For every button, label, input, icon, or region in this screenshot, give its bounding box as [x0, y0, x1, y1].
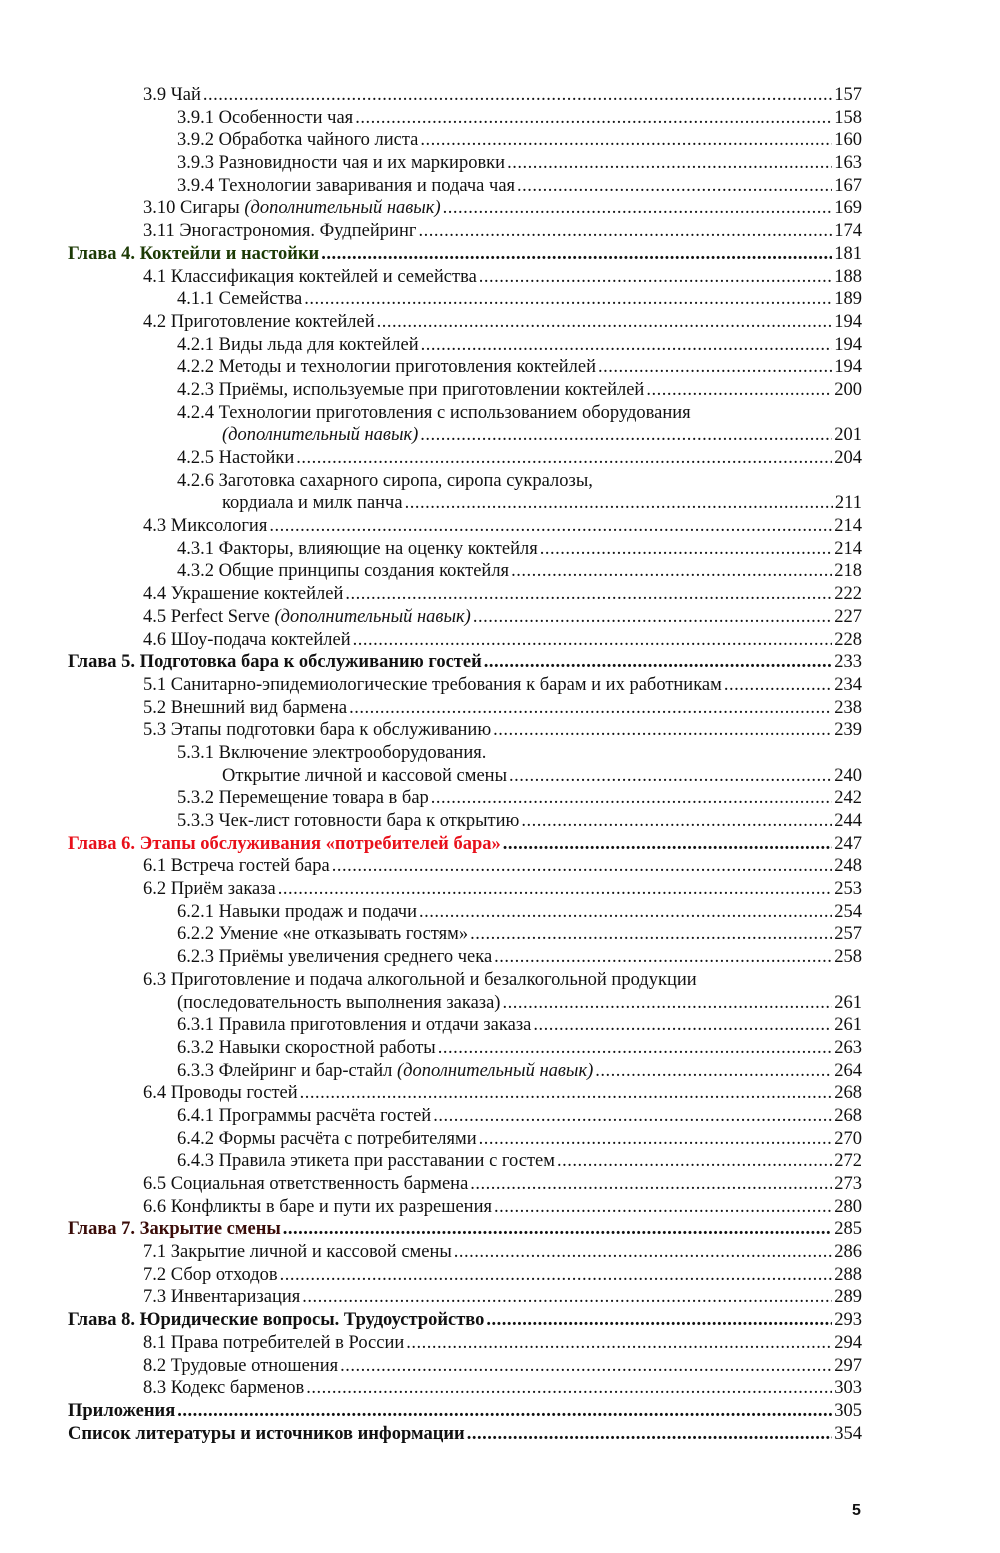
- entry-title: [143, 629, 351, 652]
- dot-leader: [473, 606, 832, 629]
- page-ref: 169: [834, 198, 862, 219]
- entry-title: [177, 810, 519, 833]
- dot-leader: [502, 992, 832, 1015]
- entry-title: [143, 969, 697, 992]
- entry-text: 4.2.2 Методы и технологии приготовления коктейлей: [177, 357, 597, 378]
- page-ref: 160: [834, 130, 862, 151]
- entry-text: 4.2 Приготовление коктейлей: [143, 311, 375, 332]
- dot-leader: [304, 288, 832, 311]
- toc-chapter: [68, 651, 862, 674]
- page-ref: 233: [834, 652, 862, 673]
- toc-entry: [68, 992, 862, 1015]
- entry-text: Глава 8. Юридические вопросы. Трудоустройство: [68, 1310, 485, 1331]
- entry-title: [177, 107, 353, 130]
- toc-entry: [68, 175, 862, 198]
- entry-text: 3.9.3 Разновидности чая и их маркировки: [177, 153, 506, 174]
- page-ref: 285: [834, 1219, 862, 1240]
- toc-entry: [68, 787, 862, 810]
- page-ref: 240: [834, 765, 862, 786]
- page-ref: 263: [834, 1037, 862, 1058]
- toc-entry: [68, 606, 862, 629]
- entry-title: [143, 515, 267, 538]
- page-ref: 354: [834, 1423, 862, 1444]
- entry-text: 5.2 Внешний вид бармена: [143, 697, 348, 718]
- dot-leader: [509, 765, 832, 788]
- page-ref: 257: [834, 924, 862, 945]
- entry-title: [177, 356, 596, 379]
- toc-entry: [68, 220, 862, 243]
- entry-title: [177, 1037, 436, 1060]
- entry-text: 6.3.1 Правила приготовления и отдачи заказа: [177, 1015, 532, 1036]
- entry-title: [177, 402, 691, 425]
- dot-leader: [479, 266, 832, 289]
- entry-text: 5.3 Этапы подготовки бара к обслуживанию: [143, 720, 492, 741]
- toc-entry: [68, 197, 862, 220]
- page-ref: 248: [834, 856, 862, 877]
- page-ref: 242: [834, 788, 862, 809]
- dot-leader: [406, 1332, 832, 1355]
- entry-text: 6.2 Приём заказа: [143, 879, 276, 900]
- dot-leader: [280, 1264, 833, 1287]
- entry-title: [68, 243, 319, 266]
- toc-chapter: [68, 1218, 862, 1241]
- page-ref: 181: [834, 243, 862, 264]
- dot-leader: [646, 379, 832, 402]
- entry-text: Глава 5. Подготовка бара к обслуживанию гостей: [68, 652, 482, 673]
- entry-note: (дополнительный навык): [222, 425, 419, 446]
- page-ref: 211: [834, 493, 862, 514]
- page-ref: 294: [834, 1332, 862, 1353]
- entry-title: [68, 1309, 484, 1332]
- page-ref: 227: [834, 606, 862, 627]
- entry-title: [177, 152, 505, 175]
- page-ref: 201: [834, 425, 862, 446]
- toc-entry: [68, 1196, 862, 1219]
- dot-leader: [479, 1128, 833, 1151]
- entry-text: 7.2 Сбор отходов: [143, 1264, 278, 1285]
- toc-entry: [68, 765, 862, 788]
- entry-title: [177, 334, 419, 357]
- dot-leader: [431, 787, 832, 810]
- page-ref: 188: [834, 266, 862, 287]
- toc-entry: [68, 1173, 862, 1196]
- entry-text: Приложения: [68, 1400, 176, 1421]
- page-ref: 158: [834, 107, 862, 128]
- page-ref: 228: [834, 629, 862, 650]
- toc-entry: [68, 583, 862, 606]
- entry-text: Глава 6. Этапы обслуживания «потребителей бара»: [68, 833, 501, 854]
- entry-text: 7.3 Инвентаризация: [143, 1287, 301, 1308]
- page-ref: 247: [834, 833, 862, 854]
- toc-entry: [68, 492, 862, 515]
- entry-text: 4.3.2 Общие принципы создания коктейля: [177, 561, 510, 582]
- toc-chapter: [68, 1400, 862, 1423]
- entry-title: [177, 992, 500, 1015]
- toc-entry: [68, 107, 862, 130]
- entry-title: [177, 901, 417, 924]
- entry-title: [143, 197, 441, 220]
- page-ref: 268: [834, 1083, 862, 1104]
- entry-note: (дополнительный навык): [396, 1060, 594, 1081]
- entry-title: [143, 1355, 338, 1378]
- entry-text: 4.4 Украшение коктейлей: [143, 584, 344, 605]
- entry-text: 4.2.4 Технологии приготовления с использованием оборудования: [177, 402, 691, 423]
- toc-chapter: [68, 1309, 862, 1332]
- toc-entry: [68, 1037, 862, 1060]
- entry-text: Открытие личной и кассовой смены: [222, 765, 508, 786]
- page-ref: 194: [834, 311, 862, 332]
- toc-entry: [68, 1355, 862, 1378]
- entry-title: [143, 1377, 304, 1400]
- entry-title: [143, 583, 343, 606]
- entry-text: 6.1 Встреча гостей бара: [143, 856, 330, 877]
- toc-entry: [68, 84, 862, 107]
- entry-title: [222, 765, 507, 788]
- dot-leader: [340, 1355, 832, 1378]
- entry-text: 4.2.1 Виды льда для коктейлей: [177, 334, 419, 355]
- entry-text: 4.3.1 Факторы, влияющие на оценку коктейля: [177, 538, 538, 559]
- dot-leader: [353, 629, 833, 652]
- toc-entry: [68, 560, 862, 583]
- page-ref: 200: [834, 379, 862, 400]
- toc-entry: [68, 1264, 862, 1287]
- toc-entry: [68, 629, 862, 652]
- dot-leader: [421, 334, 833, 357]
- page-ref: 305: [834, 1400, 862, 1421]
- page-ref: 174: [834, 221, 862, 242]
- entry-text: 6.3 Приготовление и подача алкогольной и безалкогольной продукции: [143, 969, 697, 990]
- toc-entry: [68, 538, 862, 561]
- toc-entry: [68, 878, 862, 901]
- page-ref: 239: [834, 720, 862, 741]
- dot-leader: [302, 1286, 832, 1309]
- dot-leader: [419, 901, 832, 924]
- entry-title: [177, 742, 486, 765]
- entry-text: 3.9.1 Особенности чая: [177, 107, 354, 128]
- entry-text: 4.3 Миксология: [143, 516, 268, 537]
- entry-note: (дополнительный навык): [274, 606, 471, 627]
- page-ref: 214: [834, 516, 862, 537]
- toc-entry: [68, 152, 862, 175]
- entry-title: [143, 878, 276, 901]
- entry-title: [222, 492, 403, 515]
- entry-text: 6.4.2 Формы расчёта с потребителями: [177, 1128, 477, 1149]
- entry-title: [143, 1196, 492, 1219]
- dot-leader: [493, 719, 832, 742]
- toc-entry: [68, 969, 862, 992]
- entry-text: Глава 4. Коктейли и настойки: [68, 243, 320, 264]
- entry-title: [143, 1173, 468, 1196]
- toc-entry: [68, 129, 862, 152]
- entry-text: 8.1 Права потребителей в России: [143, 1332, 405, 1353]
- page-ref: 273: [834, 1174, 862, 1194]
- toc-entry: [68, 379, 862, 402]
- dot-leader: [533, 1014, 832, 1037]
- dot-leader: [278, 878, 832, 901]
- dot-leader: [321, 243, 832, 266]
- page-ref: 270: [834, 1128, 862, 1149]
- entry-title: [143, 606, 471, 629]
- entry-text: 6.4.3 Правила этикета при расставании с гостем: [177, 1151, 555, 1172]
- page-ref: 253: [834, 879, 862, 900]
- dot-leader: [467, 1423, 833, 1446]
- entry-title: [143, 1332, 404, 1355]
- entry-title: [177, 129, 418, 152]
- entry-text: 6.4.1 Программы расчёта гостей: [177, 1105, 432, 1126]
- dot-leader: [345, 583, 832, 606]
- entry-title: [177, 1150, 555, 1173]
- entry-title: [177, 447, 294, 470]
- toc-entry: [68, 1105, 862, 1128]
- page-ref: 194: [834, 334, 862, 355]
- entry-text: 5.1 Санитарно-эпидемиологические требования к барам и их работникам: [143, 674, 722, 695]
- page-ref: 293: [834, 1310, 862, 1331]
- toc-chapter: [68, 1423, 862, 1446]
- entry-text: 4.5 Perfect Serve: [143, 606, 275, 627]
- page-ref: 280: [834, 1196, 862, 1217]
- entry-title: [177, 379, 644, 402]
- dot-leader: [521, 810, 832, 833]
- dot-leader: [296, 447, 832, 470]
- entry-title: [143, 1264, 278, 1287]
- entry-title: [143, 1241, 452, 1264]
- entry-title: [143, 1286, 300, 1309]
- dot-leader: [332, 855, 833, 878]
- toc-entry: [68, 1332, 862, 1355]
- dot-leader: [454, 1241, 832, 1264]
- dot-leader: [177, 1400, 832, 1423]
- toc-chapter: [68, 833, 862, 856]
- page-ref: 218: [834, 561, 862, 582]
- entry-title: [177, 923, 468, 946]
- dot-leader: [503, 833, 833, 856]
- entry-title: [68, 1218, 281, 1241]
- entry-title: [177, 560, 509, 583]
- entry-text: 4.1 Классификация коктейлей и семейства: [143, 266, 477, 287]
- entry-text: 6.5 Социальная ответственность бармена: [143, 1174, 469, 1194]
- toc-entry: [68, 810, 862, 833]
- toc-entry: [68, 266, 862, 289]
- entry-title: [68, 1400, 175, 1423]
- entry-title: [68, 833, 501, 856]
- toc-entry: [68, 288, 862, 311]
- toc-entry: [68, 1377, 862, 1400]
- page-ref: 189: [834, 289, 862, 310]
- entry-title: [68, 651, 482, 674]
- entry-title: [177, 470, 593, 493]
- entry-text: 8.3 Кодекс барменов: [143, 1378, 305, 1399]
- entry-title: [143, 674, 722, 697]
- dot-leader: [540, 538, 833, 561]
- toc-entry: [68, 1286, 862, 1309]
- dot-leader: [300, 1082, 833, 1105]
- entry-title: [143, 220, 416, 243]
- page-ref: 214: [834, 538, 862, 559]
- dot-leader: [203, 84, 832, 107]
- toc-entry: [68, 742, 862, 765]
- entry-text: 6.3.2 Навыки скоростной работы: [177, 1037, 436, 1058]
- entry-text: 6.3.3 Флейринг и бар-стайл: [177, 1060, 397, 1081]
- dot-leader: [724, 674, 832, 697]
- toc-entry: [68, 901, 862, 924]
- dot-leader: [283, 1218, 832, 1241]
- entry-note: (дополнительный навык): [244, 198, 441, 219]
- entry-text: 3.11 Эногастрономия. Фудпейринг: [143, 221, 417, 242]
- page-ref: 297: [834, 1355, 862, 1376]
- entry-text: 3.9 Чай: [143, 85, 201, 105]
- dot-leader: [306, 1377, 832, 1400]
- entry-text: 6.4 Проводы гостей: [143, 1083, 298, 1104]
- toc-entry: [68, 1128, 862, 1151]
- entry-text: 4.2.6 Заготовка сахарного сиропа, сиропа сукралозы,: [177, 470, 593, 491]
- dot-leader: [470, 1173, 832, 1196]
- toc-entry: [68, 447, 862, 470]
- entry-title: [143, 84, 201, 107]
- entry-title: [143, 719, 491, 742]
- toc-entry: [68, 424, 862, 447]
- entry-text: 5.3.2 Перемещение товара в бар: [177, 788, 429, 809]
- page-ref: 258: [834, 947, 862, 968]
- entry-text: 3.10 Сигары: [143, 198, 245, 219]
- toc-entry: [68, 515, 862, 538]
- page-ref: 222: [834, 584, 862, 605]
- entry-title: [222, 424, 418, 447]
- toc-entry: [68, 470, 862, 493]
- page-ref: 163: [834, 153, 862, 174]
- page-ref: 268: [834, 1105, 862, 1126]
- entry-title: [177, 1128, 477, 1151]
- page-ref: 234: [834, 674, 862, 695]
- dot-leader: [377, 311, 833, 334]
- entry-text: 4.1.1 Семейства: [177, 289, 303, 310]
- dot-leader: [420, 424, 832, 447]
- entry-text: 4.2.3 Приёмы, используемые при приготовлении коктейлей: [177, 379, 645, 400]
- toc-entry: [68, 674, 862, 697]
- entry-text: 7.1 Закрытие личной и кассовой смены: [143, 1242, 452, 1263]
- entry-title: [143, 266, 477, 289]
- dot-leader: [486, 1309, 832, 1332]
- table-of-contents: [68, 84, 862, 1445]
- page-ref: 261: [834, 992, 862, 1013]
- entry-title: [143, 697, 347, 720]
- page-ref: 254: [834, 901, 862, 922]
- dot-leader: [595, 1060, 832, 1083]
- dot-leader: [598, 356, 832, 379]
- entry-text: 6.2.3 Приёмы увеличения среднего чека: [177, 947, 493, 968]
- dot-leader: [269, 515, 832, 538]
- toc-entry: [68, 334, 862, 357]
- dot-leader: [418, 220, 832, 243]
- page-ref: 288: [834, 1264, 862, 1285]
- toc-entry: [68, 923, 862, 946]
- entry-text: Список литературы и источников информации: [68, 1423, 465, 1444]
- toc-entry: [68, 946, 862, 969]
- dot-leader: [355, 107, 832, 130]
- toc-entry: [68, 402, 862, 425]
- page-ref: 157: [834, 85, 862, 105]
- entry-text: Глава 7. Закрытие смены: [68, 1219, 281, 1240]
- entry-text: 6.2.1 Навыки продаж и подачи: [177, 901, 418, 922]
- toc-entry: [68, 1241, 862, 1264]
- dot-leader: [470, 923, 832, 946]
- dot-leader: [557, 1150, 832, 1173]
- entry-text: 5.3.3 Чек-лист готовности бара к открытию: [177, 811, 520, 831]
- page-ref: 204: [834, 448, 862, 468]
- entry-title: [143, 855, 330, 878]
- dot-leader: [405, 492, 833, 515]
- toc-chapter: [68, 243, 862, 266]
- entry-title: [177, 1014, 531, 1037]
- entry-title: [177, 538, 538, 561]
- entry-title: [143, 311, 375, 334]
- entry-title: [177, 1105, 431, 1128]
- page-ref: 272: [834, 1151, 862, 1172]
- toc-entry: [68, 719, 862, 742]
- page-ref: 238: [834, 697, 862, 718]
- entry-text: 3.9.4 Технологии заваривания и подача чая: [177, 175, 516, 196]
- entry-text: 6.2.2 Умение «не отказывать гостям»: [177, 924, 469, 945]
- page-ref: 167: [834, 175, 862, 196]
- entry-text: 4.2.5 Настойки: [177, 448, 295, 468]
- dot-leader: [517, 175, 832, 198]
- dot-leader: [349, 697, 832, 720]
- toc-entry: [68, 311, 862, 334]
- dot-leader: [438, 1037, 833, 1060]
- entry-text: кордиала и милк панча: [222, 493, 403, 514]
- toc-entry: [68, 1060, 862, 1083]
- toc-entry: [68, 1082, 862, 1105]
- dot-leader: [511, 560, 832, 583]
- entry-text: 6.6 Конфликты в баре и пути их разрешения: [143, 1196, 492, 1217]
- toc-entry: [68, 356, 862, 379]
- entry-text: 4.6 Шоу-подача коктейлей: [143, 629, 351, 650]
- toc-entry: [68, 855, 862, 878]
- page-ref: 303: [834, 1378, 862, 1399]
- entry-text: 5.3.1 Включение электрооборудования.: [177, 742, 487, 763]
- entry-title: [68, 1423, 465, 1446]
- dot-leader: [494, 1196, 832, 1219]
- page-ref: 194: [834, 357, 862, 378]
- dot-leader: [443, 197, 833, 220]
- page-ref: 244: [834, 811, 862, 831]
- entry-title: [177, 946, 492, 969]
- page-number: 5: [852, 1502, 861, 1519]
- entry-text: 3.9.2 Обработка чайного листа: [177, 130, 419, 151]
- page-ref: 261: [834, 1015, 862, 1036]
- dot-leader: [433, 1105, 832, 1128]
- entry-title: [177, 288, 302, 311]
- page-ref: 286: [834, 1242, 862, 1263]
- entry-title: [177, 175, 515, 198]
- toc-entry: [68, 1014, 862, 1037]
- dot-leader: [484, 651, 832, 674]
- entry-text: 8.2 Трудовые отношения: [143, 1355, 339, 1376]
- dot-leader: [420, 129, 832, 152]
- page-ref: 264: [834, 1060, 862, 1081]
- page-ref: 289: [834, 1287, 862, 1308]
- toc-entry: [68, 697, 862, 720]
- dot-leader: [494, 946, 832, 969]
- entry-title: [177, 787, 429, 810]
- entry-title: [177, 1060, 593, 1083]
- dot-leader: [507, 152, 832, 175]
- entry-text: (последовательность выполнения заказа): [177, 992, 501, 1013]
- toc-entry: [68, 1150, 862, 1173]
- entry-title: [143, 1082, 298, 1105]
